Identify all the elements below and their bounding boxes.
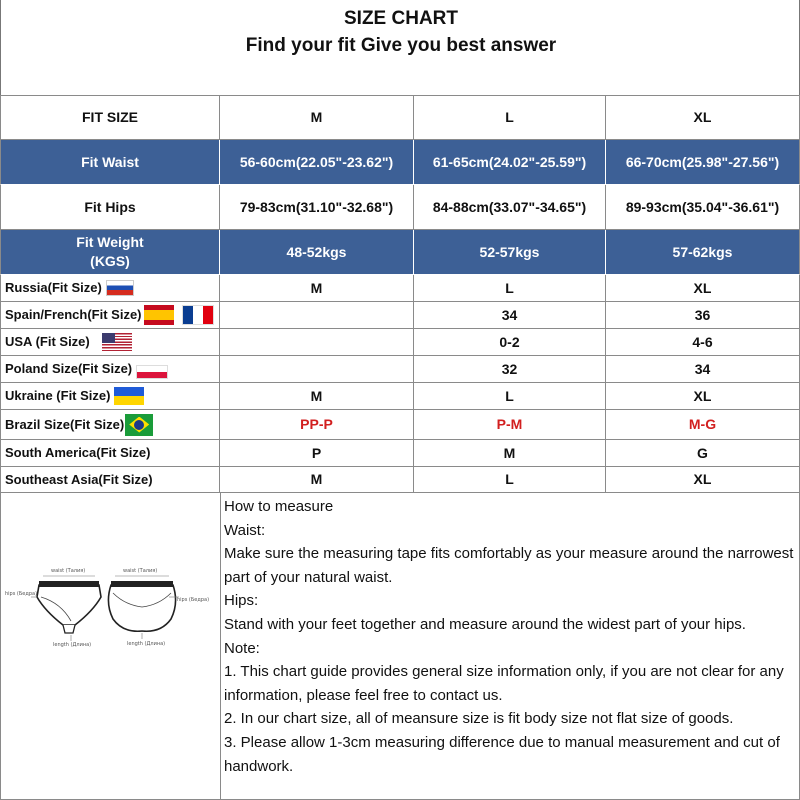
region-label: Ukraine (Fit Size) (5, 388, 111, 404)
table-cell: PP-P (220, 410, 414, 440)
region-label: USA (Fit Size) (5, 334, 90, 350)
table-row-spain-french (0, 302, 800, 329)
table-cell (220, 356, 414, 383)
table-cell: XL (606, 467, 800, 493)
table-row-russia (0, 275, 800, 302)
note-heading: Note: (224, 639, 260, 657)
table-row-fit-weight (0, 230, 800, 275)
table-cell: XL (606, 275, 800, 302)
table-cell: 61-65cm(24.02"-25.59") (414, 140, 606, 185)
table-cell: P (220, 440, 414, 467)
poland-flag-icon (136, 365, 168, 379)
table-cell: 4-6 (606, 329, 800, 356)
table-cell: 34 (606, 356, 800, 383)
hips-label-front: hips (Бедра) (5, 591, 38, 597)
row-label: Fit Waist (0, 140, 220, 185)
hips-label-back: hips (Бедра) (177, 597, 210, 603)
table-row-south-america (0, 440, 800, 467)
table-cell: 84-88cm(33.07"-34.65") (414, 185, 606, 230)
ukraine-flag-icon (114, 387, 144, 405)
france-flag-icon (182, 305, 214, 325)
row-label: Southeast Asia(Fit Size) (0, 467, 220, 493)
table-cell: 52-57kgs (414, 230, 606, 275)
note-item: 2. In our chart size, all of meansure size is fit body size not flat size of goods. (224, 710, 734, 728)
table-cell: 32 (414, 356, 606, 383)
column-header-xl: XL (606, 95, 800, 140)
row-label (0, 383, 220, 410)
length-label-front: length (Длина) (53, 642, 92, 648)
table-cell: 48-52kgs (220, 230, 414, 275)
table-cell: 89-93cm(35.04"-36.61") (606, 185, 800, 230)
row-label (0, 230, 220, 275)
page-title: SIZE CHART (344, 8, 458, 29)
table-cell: M (220, 467, 414, 493)
waist-label-front: waist (Талия) (51, 568, 86, 574)
row-label (0, 329, 220, 356)
page-subtitle: Find your fit Give you best answer (245, 35, 557, 56)
hips-instruction: Stand with your feet together and measure around the widest part of your hips. (224, 615, 746, 633)
instructions-heading: How to measure (224, 498, 334, 515)
waist-heading: Waist: (224, 521, 266, 539)
table-cell: M-G (606, 410, 800, 440)
row-label (0, 410, 220, 440)
measurement-illustration (1, 493, 221, 799)
table-cell: 0-2 (414, 329, 606, 356)
table-cell: P-M (414, 410, 606, 440)
length-label-back: length (Длина) (127, 641, 166, 647)
column-header-fit-size: FIT SIZE (0, 95, 220, 140)
row-label (0, 275, 220, 302)
table-row-poland (0, 356, 800, 383)
row-label-line2: (KGS) (90, 253, 130, 269)
spain-flag-icon (144, 305, 174, 325)
table-cell: 56-60cm(22.05"-23.62") (220, 140, 414, 185)
waist-instruction: Make sure the measuring tape fits comfortably as your measure around the narrowest part of your natural waist. (224, 545, 794, 586)
measure-guide (0, 493, 800, 800)
table-cell: 79-83cm(31.10"-32.68") (220, 185, 414, 230)
table-cell: 36 (606, 302, 800, 329)
region-label: Poland Size(Fit Size) (5, 361, 133, 377)
table-cell (220, 302, 414, 329)
table-header-row (0, 95, 800, 140)
table-cell: L (414, 383, 606, 410)
table-cell: L (414, 467, 606, 493)
table-cell: 34 (414, 302, 606, 329)
table-cell (220, 329, 414, 356)
note-item: 1. This chart guide provides general size information only, if you are not clear for any information, please feel free to contact us. (224, 663, 784, 704)
table-cell: G (606, 440, 800, 467)
row-label: Fit Hips (0, 185, 220, 230)
table-row-brazil (0, 410, 800, 440)
table-cell: M (414, 440, 606, 467)
table-row-fit-hips (0, 185, 800, 230)
table-row-usa (0, 329, 800, 356)
table-row-southeast-asia (0, 467, 800, 493)
table-cell: XL (606, 383, 800, 410)
table-cell: M (220, 383, 414, 410)
table-cell: 57-62kgs (606, 230, 800, 275)
brazil-flag-icon (125, 414, 153, 436)
waist-label-back: waist (Талия) (123, 568, 158, 574)
column-header-m: M (220, 95, 414, 140)
underwear-diagram-icon (1, 493, 221, 799)
chart-header (0, 0, 800, 95)
table-cell: M (220, 275, 414, 302)
russia-flag-icon (106, 280, 134, 296)
row-label (0, 302, 220, 329)
table-cell: L (414, 275, 606, 302)
table-row-ukraine (0, 383, 800, 410)
table-row-fit-waist (0, 140, 800, 185)
region-label: Russia(Fit Size) (5, 280, 102, 296)
region-label: Brazil Size(Fit Size) (5, 416, 125, 432)
row-label-line1: Fit Weight (76, 234, 144, 251)
row-label: South America(Fit Size) (0, 440, 220, 467)
usa-flag-icon (102, 333, 132, 351)
column-header-l: L (414, 95, 606, 140)
region-label: Spain/French(Fit Size) (5, 307, 142, 323)
hips-heading: Hips: (224, 592, 259, 610)
note-item: 3. Please allow 1-3cm measuring difference due to manual measurement and cut of handwork. (224, 733, 780, 775)
table-cell: 66-70cm(25.98"-27.56") (606, 140, 800, 185)
row-label (0, 356, 220, 383)
measure-instructions (224, 495, 796, 778)
